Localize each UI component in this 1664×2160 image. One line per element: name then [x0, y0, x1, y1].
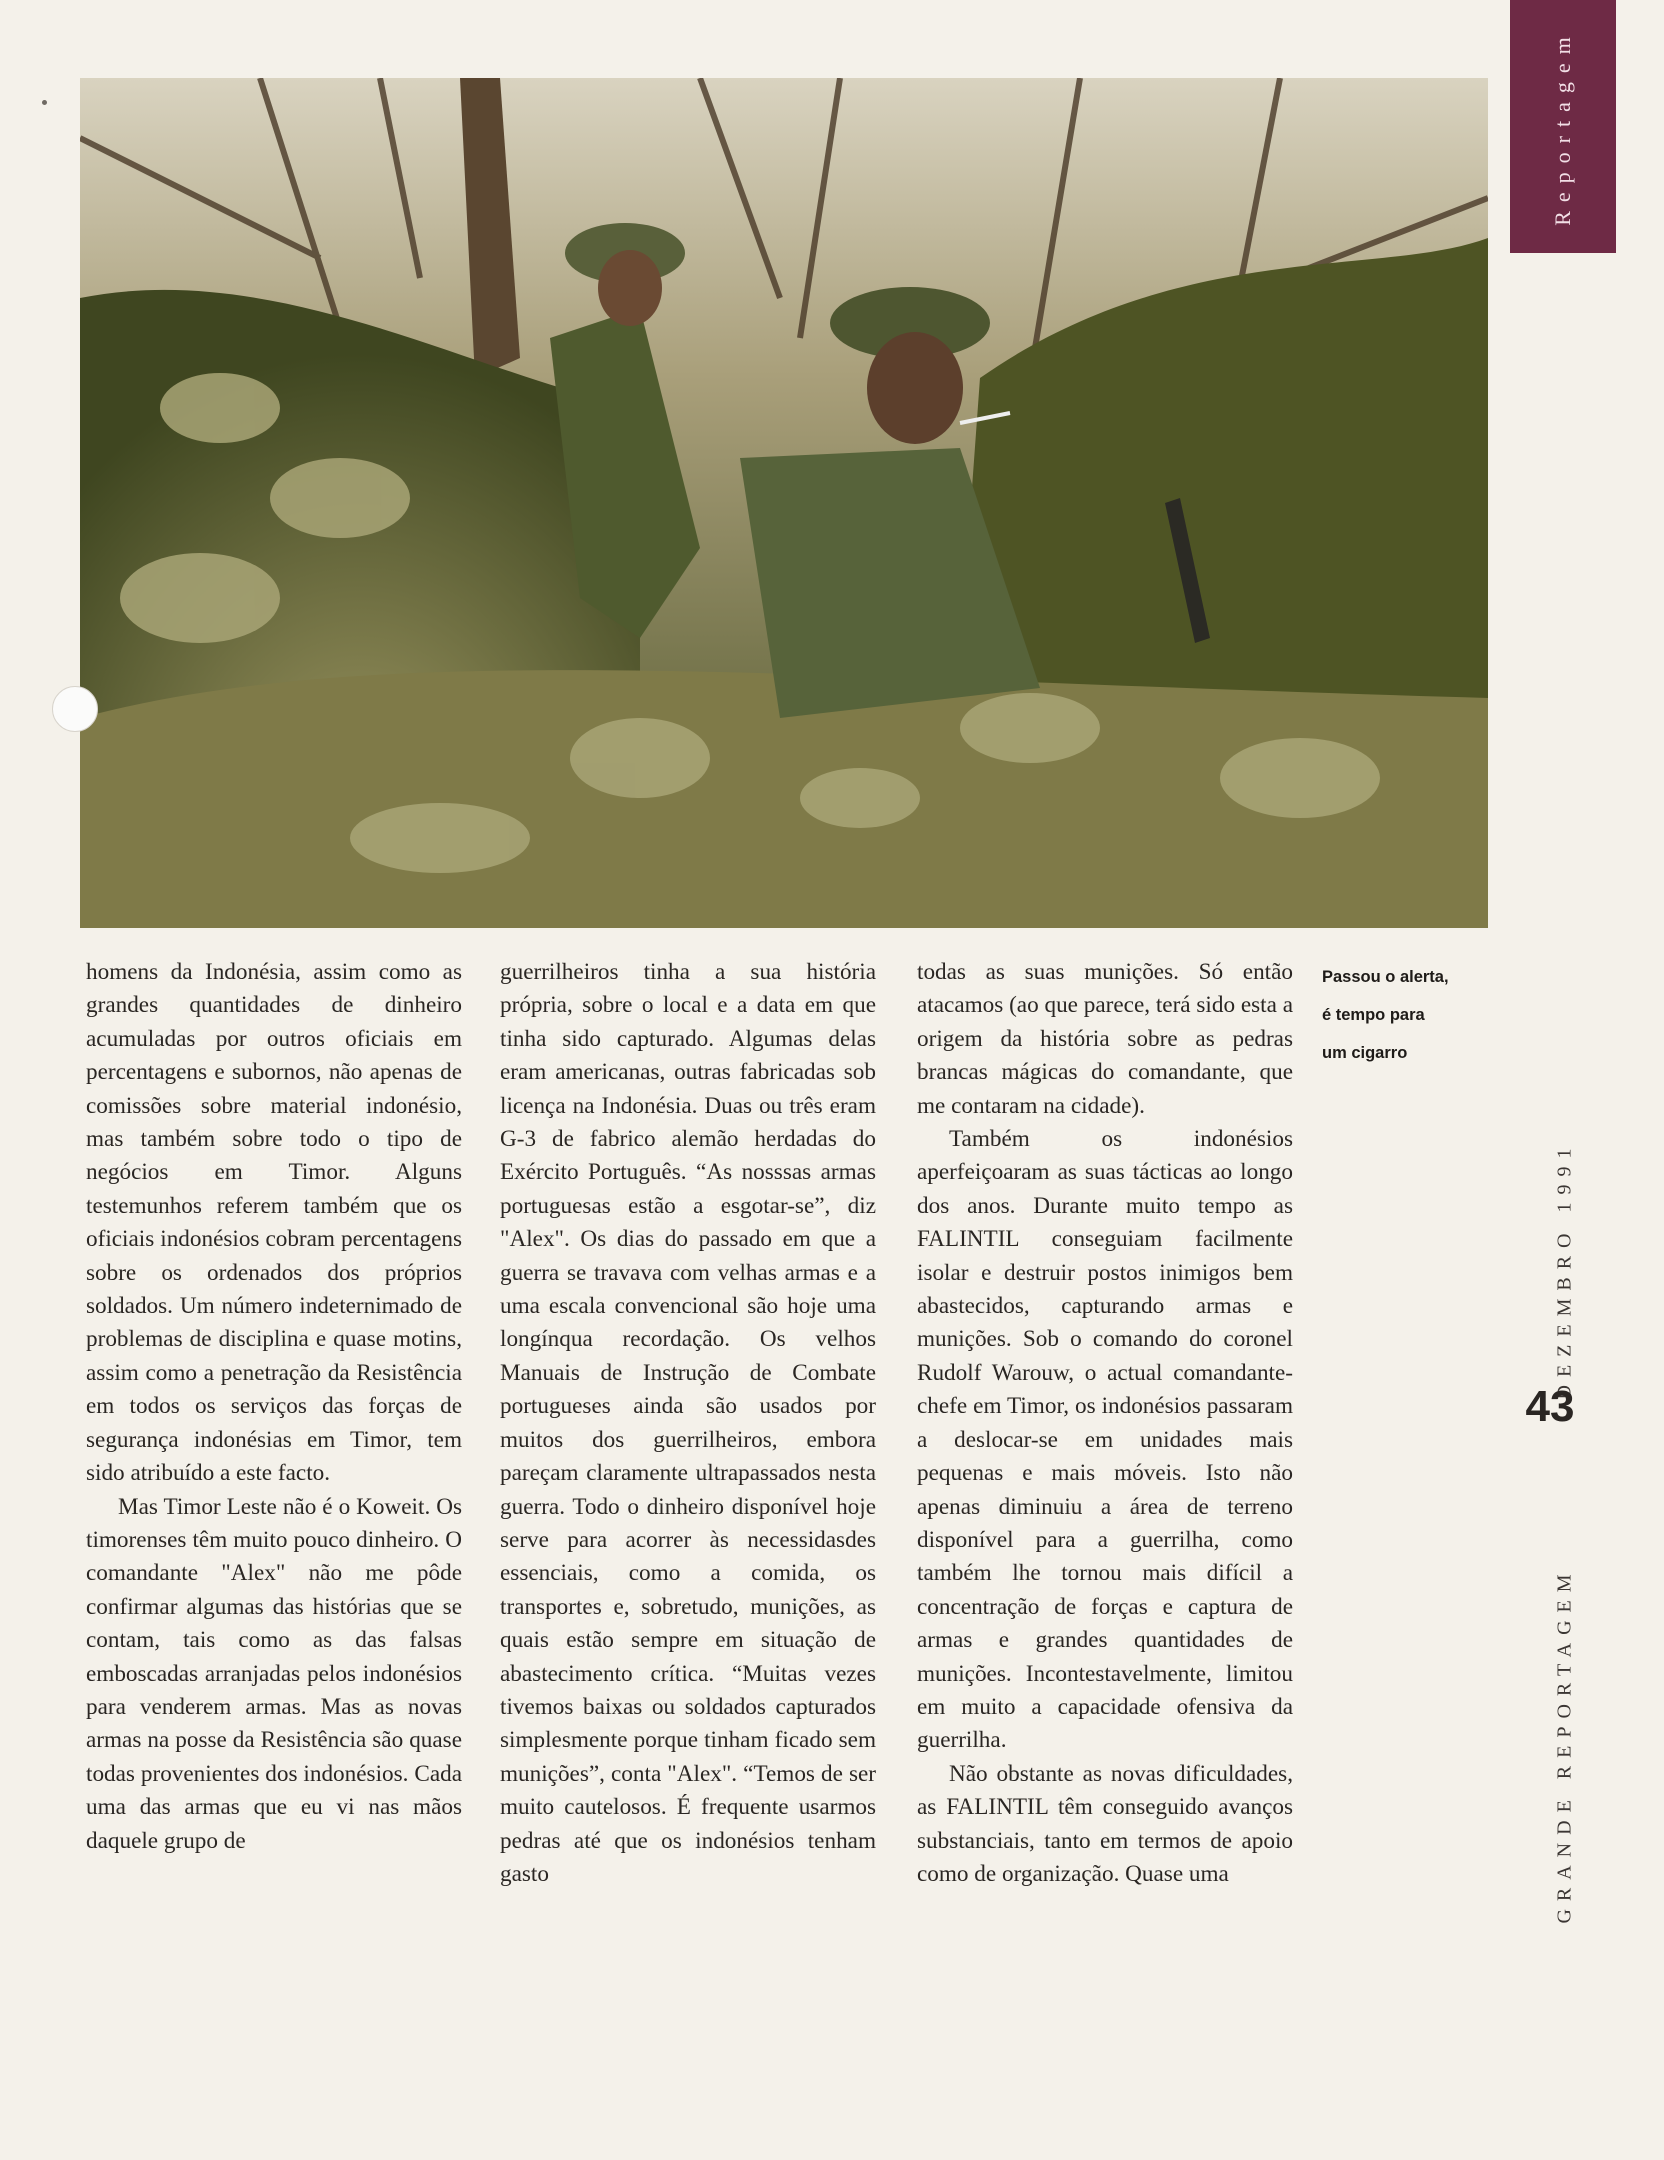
- binder-punch-hole: [52, 686, 98, 732]
- margin-dot: [42, 100, 47, 105]
- paragraph: todas as suas munições. Só então atacamos (ao que parece, terá sido esta a origem da história sobre as pedras brancas mágicas do comandante, que me contaram na cidade).: [917, 959, 1293, 1119]
- photo-guerrillas-in-trench: [80, 78, 1488, 928]
- section-tab: [1510, 0, 1616, 253]
- caption-line: um cigarro: [1322, 1044, 1408, 1062]
- paragraph: Não obstante as novas dificuldades, as FALINTIL têm conseguido avanços substanciais, tanto em termos de apoio como de organização. Quase uma: [917, 1760, 1293, 1887]
- photo-caption: [1322, 958, 1492, 1072]
- photo-illustration: [80, 78, 1488, 928]
- magazine-name-label: GRANDE REPORTAGEM: [1553, 1566, 1576, 1924]
- section-tab-label: Reportagem: [1550, 27, 1575, 226]
- paragraph: guerrilheiros tinha a sua história própria, sobre o local e a data em que tinha sido capturado. Algumas delas eram americanas, outras fabricadas sob licença na Indonésia. Duas ou três eram G-3 de fabrico alemão herdadas do Exército Português. “As nosssas armas portuguesas estão a esgotar-se”, diz "Alex". Os dias do passado em que a guerra se travava com velhas armas e a uma escala convencional são hoje uma longínqua recordação. Os velhos Manuais de Instrução de Combate portugueses ainda são usados por muitos dos guerrilheiros, embora pareçam claramente ultrapassados nesta guerra. Todo o dinheiro disponível hoje serve para acorrer às necessidasdes essenciais, como a comida, os transportes e, sobretudo, munições, as quais estão sempre em situação de abastecimento crítica. “Muitas vezes tivemos baixas ou soldados capturados simplesmente porque tinham ficado sem munições”, conta "Alex". “Temos de ser muito cautelosos. É frequente usarmos pedras até que os indonésios tenham gasto: [500, 959, 876, 1887]
- article-column-1: [86, 956, 462, 1858]
- paragraph: Também os indonésios aperfeiçoaram as suas tácticas ao longo dos anos. Durante muito tempo as FALINTIL conseguiam facilmente isolar e destruir postos inimigos bem abastecidos, capturando armas e munições. Sob o comando do coronel Rudolf Warouw, o actual comandante-chefe em Timor, os indonésios passaram a deslocar-se em unidades mais pequenas e mais móveis. Isto não apenas diminuiu a área de terreno disponível para a guerrilha, como também lhe tornou mais difícil a concentração de forças e captura de armas e grandes quantidades de munições. Incontestavelmente, limitou em muito a capacidade ofensiva da guerrilha.: [917, 1126, 1293, 1754]
- paragraph: homens da Indonésia, assim como as grandes quantidades de dinheiro acumuladas por outros oficiais em percentagens e subornos, não apenas de comissões sobre material indonésio, mas também sobre todo o tipo de negócios em Timor. Alguns testemunhos referem também que os oficiais indonésios cobram percentagens sobre os ordenados dos próprios soldados. Um número indeternimado de problemas de disciplina e quase motins, assim como a penetração da Resistência em todos os serviços das forças de segurança indonésias em Timor, tem sido atribuído a este facto.: [86, 959, 462, 1487]
- paragraph: Mas Timor Leste não é o Koweit. Os timorenses têm muito pouco dinheiro. O comandante "Alex" não me pôde confirmar algumas das histórias que se contam, tais como as das falsas emboscadas arranjadas pelos indonésios para venderem armas. Mas as novas armas na posse da Resistência são quase todas provenientes dos indonésios. Cada uma das armas que eu vi nas mãos daquele grupo de: [86, 1493, 462, 1854]
- issue-date-label: DEZEMBRO 1991: [1553, 1140, 1576, 1400]
- caption-line: Passou o alerta,: [1322, 968, 1449, 986]
- page-number: 43: [1525, 1382, 1575, 1431]
- article-column-3: [917, 956, 1293, 1891]
- caption-line: é tempo para: [1322, 1006, 1425, 1024]
- article-column-2: [500, 956, 876, 1891]
